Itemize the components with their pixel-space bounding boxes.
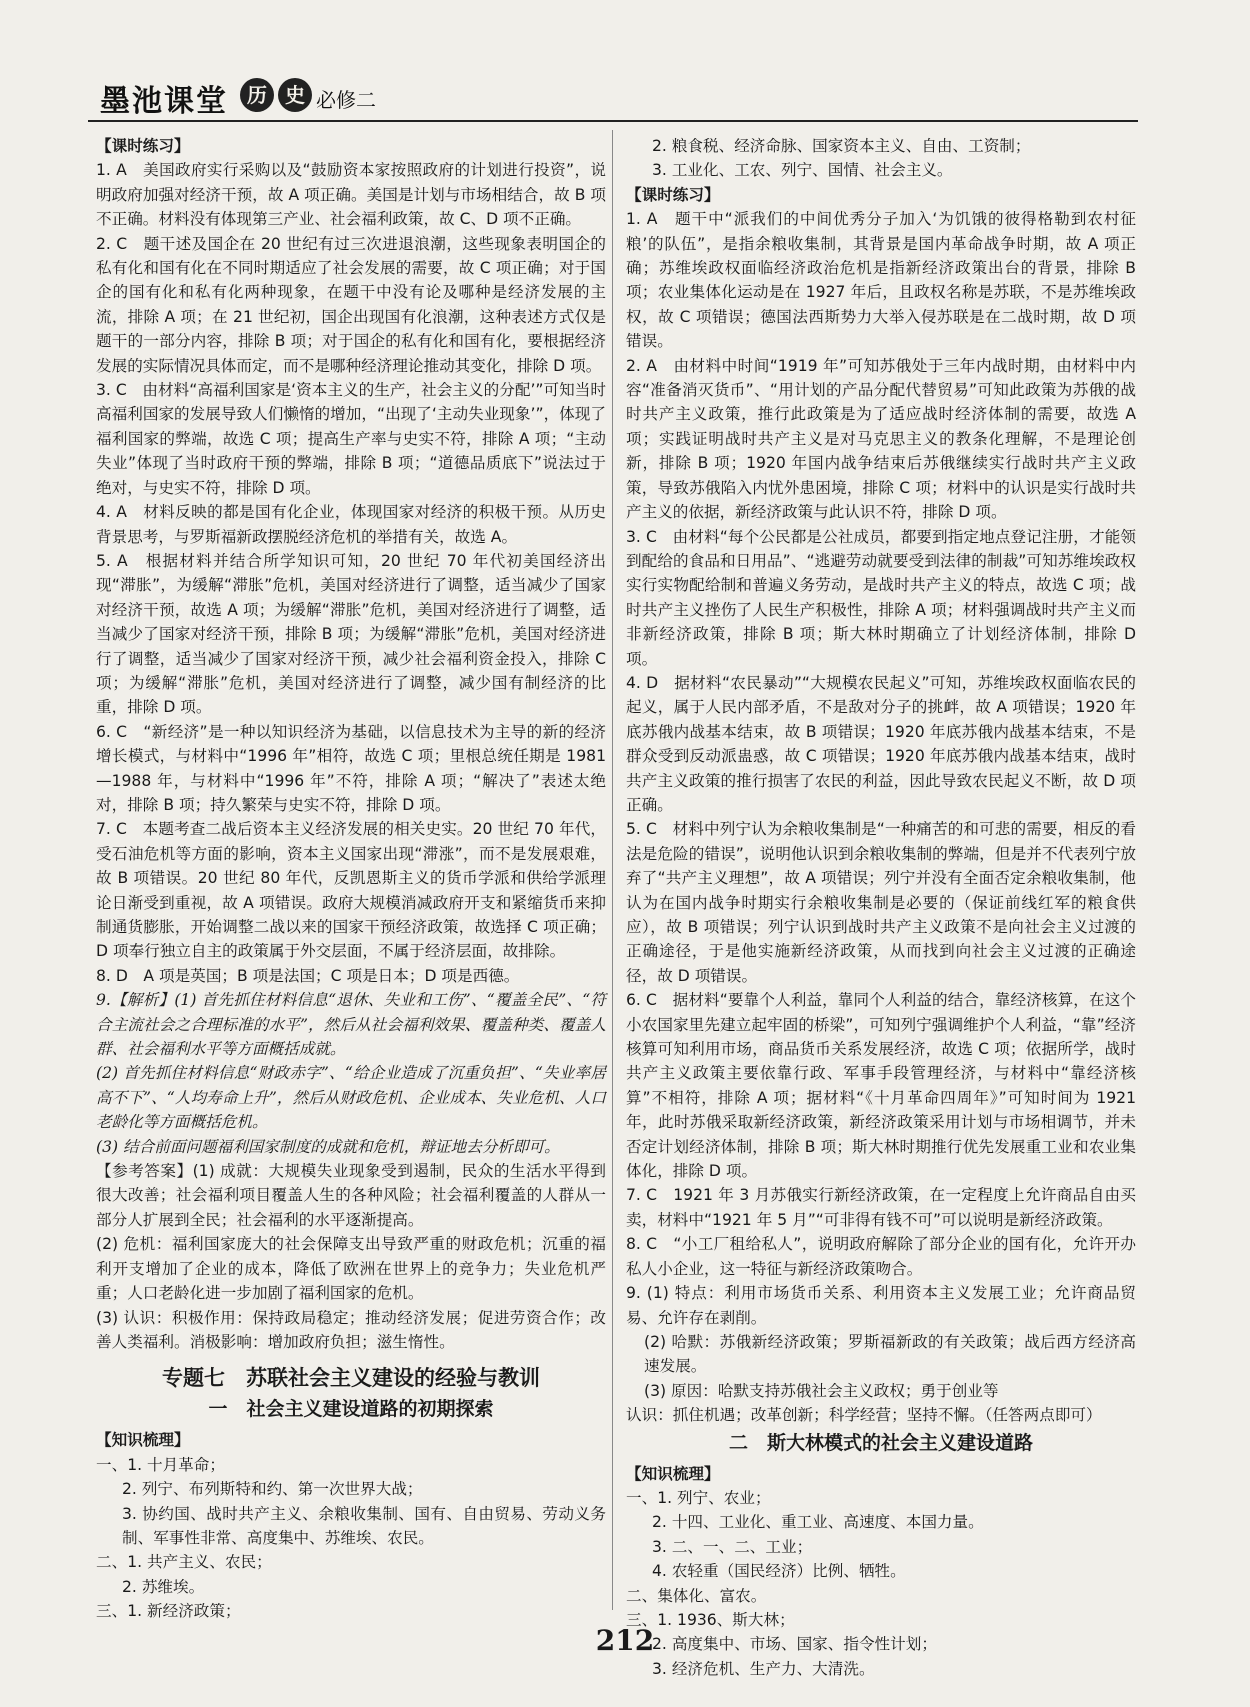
left-column-paragraph: 一 社会主义建设道路的初期探索 bbox=[208, 1398, 494, 1421]
right-column-paragraph: 9. (1) 特点：利用市场货币关系、利用资本主义发展工业；允许商品贸易、允许存在剥削。 bbox=[626, 1284, 1136, 1327]
left-column-paragraph: 3. 协约国、战时共产主义、余粮收集制、国有、自由贸易、劳动义务制、军事性非常、高度集中、苏维埃、农民。 bbox=[122, 1504, 606, 1547]
subject-badge-1: 历 bbox=[240, 78, 274, 112]
left-column-paragraph: (3) 认识：积极作用：保持政局稳定；推动经济发展；促进劳资合作；改善人类福利。消极影响：增加政府负担；滋生惰性。 bbox=[96, 1308, 606, 1351]
right-column-paragraph: (2) 哈默：苏俄新经济政策；罗斯福新政的有关政策；战后西方经济高速发展。 bbox=[644, 1332, 1136, 1376]
right-column-paragraph: 1. A 题干中“派我们的中间优秀分子加入‘为饥饿的彼得格勒到农村征粮’的队伍”，是指余粮收集制，其背景是国内革命战争时期，故 A 项正确；苏维埃政权面临经济政治危机是指新经济政策出台的背景，排除 B 项；农业集体化运动是在 1927 年后，且政权名称是苏联，不是苏维埃政权，故 C 项错误；德国法西斯势力大举入侵苏联是在二战时期，故 D 项错误。 bbox=[626, 210, 1136, 351]
right-column-paragraph: 【知识梳理】 bbox=[626, 1464, 720, 1483]
left-column-paragraph: 6. C “新经济”是一种以知识经济为基础，以信息技术为主导的新的经济增长模式，与材料中“1996 年”相符，故选 C 项；里根总统任期是 1981—1988 年，与材料中“1996 年”不符，排除 A 项；“解决了”表述太绝对，排除 B 项；持久繁荣与史实不符，排除 D 项。 bbox=[96, 722, 606, 814]
right-column-paragraph: 7. C 1921 年 3 月苏俄实行新经济政策，在一定程度上允许商品自由买卖，材料中“1921 年 5 月”“可非得有钱不可”可以说明是新经济政策。 bbox=[626, 1186, 1136, 1229]
left-column-paragraph: 2. 苏维埃。 bbox=[122, 1577, 205, 1596]
right-column-paragraph: 2. 高度集中、市场、国家、指令性计划； bbox=[652, 1635, 937, 1654]
right-column-paragraph: 3. 经济危机、生产力、大清洗。 bbox=[652, 1659, 875, 1678]
left-column-paragraph: (3) 结合前面问题福利国家制度的成就和危机，辩证地去分析即可。 bbox=[96, 1137, 560, 1156]
right-column-paragraph: 5. C 材料中列宁认为余粮收集制是“一种痛苦的和可悲的需要，相反的看法是危险的错误”，说明他认识到余粮收集制的弊端，但是并不代表列宁放弃了“共产主义理想”，故 A 项错误；列宁并没有全面否定余粮收集制，他认为在国内战争时期实行余粮收集制是必要的（保证前线红军的粮食供应），故 B 项错误；列宁认识到战时共产主义政策不是向社会主义过渡的正确途径，于是他实施新经济政策，从而找到向社会主义过渡的正确途径，故 D 项错误。 bbox=[626, 820, 1136, 985]
left-column-paragraph: 【知识梳理】 bbox=[96, 1431, 190, 1450]
left-column-paragraph: (2) 危机：福利国家庞大的社会保障支出导致严重的财政危机；沉重的福利开支增加了企业的成本，降低了欧洲在世界上的竞争力；失业危机严重；人口老龄化进一步加剧了福利国家的危机。 bbox=[96, 1235, 606, 1303]
course-label: 必修二 bbox=[316, 88, 376, 112]
left-column-paragraph: 5. A 根据材料并结合所学知识可知，20 世纪 70 年代初美国经济出现“滞胀”，为缓解“滞胀”危机，美国对经济进行了调整，适当减少了国家对经济干预，故选 A 项；为缓解“滞胀”危机，美国对经济进行了调整，适当减少了国家对经济干预，排除 B 项；为缓解“滞胀”危机，美国对经济进行了调整，适当减少了国家对经济干预，减少社会福利资金投入，排除 C 项；为缓解“滞胀”危机，美国对经济进行了调整，减少国有制经济的比重，排除 D 项。 bbox=[96, 551, 606, 717]
left-column-paragraph: 2. C 题干述及国企在 20 世纪有过三次进退浪潮，这些现象表明国企的私有化和国有化在不同时期适应了社会发展的需要，故 C 项正确；对于国企的国有化和私有化两种现象，在题干中没有论及哪种是经济发展的主流，排除 A 项；在 21 世纪初，国企出现国有化浪潮，这种表述方式仅是题干的一部分内容，排除 B 项；对于国企的私有化和国有化，要根据经济发展的实际情况具体而定，而不是哪种经济理论推动其变化，排除 D 项。 bbox=[96, 234, 606, 375]
left-column-paragraph: 2. 列宁、布列斯特和约、第一次世界大战； bbox=[122, 1480, 423, 1499]
right-column-paragraph: 三、1. 1936、斯大林； bbox=[626, 1610, 795, 1629]
right-column-paragraph: 2. A 由材料中时间“1919 年”可知苏俄处于三年内战时期，由材料中内容“准备消灭货币”、“用计划的产品分配代替贸易”可知此政策为苏俄的战时共产主义政策，推行此政策是为了适应战时经济体制的需要，故选 A 项；实践证明战时共产主义是对马克思主义的教条化理解，不是理论创新，排除 B 项；1920 年国内战争结束后苏俄继续实行战时共产主义政策，导致苏俄陷入内忧外患困境，排除 C 项；材料中的认识是实行战时共产主义的依据，新经济政策与此认识不符，排除 D 项。 bbox=[626, 356, 1136, 522]
right-column-paragraph: 二 斯大林模式的社会主义建设道路 bbox=[728, 1431, 1033, 1454]
right-column-paragraph: 【课时练习】 bbox=[626, 185, 720, 204]
left-column-paragraph: (2) 首先抓住材料信息“财政赤字”、“给企业造成了沉重负担”、“失业率居高不下”、“人均寿命上升”，然后从财政危机、企业成本、失业危机、人口老龄化等方面概括危机。 bbox=[96, 1064, 606, 1132]
right-column-paragraph: 2. 粮食税、经济命脉、国家资本主义、自由、工资制； bbox=[652, 137, 1031, 155]
left-column-paragraph: 8. D A 项是英国；B 项是法国；C 项是日本；D 项是西德。 bbox=[96, 966, 520, 985]
left-column-paragraph: 一、1. 十月革命； bbox=[96, 1455, 225, 1474]
right-column-paragraph: 认识：抓住机遇；改革创新；科学经营；坚持不懈。（任答两点即可） bbox=[626, 1406, 1102, 1425]
right-column-paragraph: 8. C “小工厂租给私人”，说明政府解除了部分企业的国有化，允许开办私人小企业，这一特征与新经济政策吻合。 bbox=[626, 1235, 1136, 1278]
left-column-paragraph: 4. A 材料反映的都是国有化企业，体现国家对经济的积极干预。从历史背景思考，与罗斯福新政摆脱经济危机的举措有关，故选 A。 bbox=[96, 503, 606, 546]
subject-badge-2: 史 bbox=[278, 78, 312, 112]
left-column-paragraph: 7. C 本题考查二战后资本主义经济发展的相关史实。20 世纪 70 年代，受石油危机等方面的影响，资本主义国家出现“滞涨”，而不是发展艰难，故 B 项错误。20 世纪 80 年代，反凯恩斯主义的货币学派和供给学派理论日渐受到重视，故 A 项错误。政府大规模消减政府开支和紧缩货币来抑制通货膨胀，开始调整二战以来的国家干预经济政策，故选择 C 项正确；D 项奉行独立自主的政策属于外交层面，不属于经济层面，故排除。 bbox=[96, 820, 606, 961]
page-header bbox=[88, 76, 1138, 120]
right-column-paragraph: (3) 原因：哈默支持苏俄社会主义政权；勇于创业等 bbox=[644, 1381, 999, 1400]
right-column bbox=[626, 134, 1136, 1681]
left-column-paragraph: 专题七 苏联社会主义建设的经验与教训 bbox=[162, 1366, 540, 1391]
left-column-paragraph: 3. C 由材料“高福利国家是‘资本主义的生产，社会主义的分配’”可知当时高福利国家的发展导致人们懒惰的增加，“出现了‘主动失业现象’”，体现了福利国家的弊端，故选 C 项；提高生产率与史实不符，排除 A 项；“主动失业”体现了当时政府干预的弊端，排除 B 项；“道德品质底下”说法过于绝对，与史实不符，排除 D 项。 bbox=[96, 381, 606, 497]
brand-title: 墨池课堂 bbox=[100, 84, 228, 119]
right-column-paragraph: 2. 十四、工业化、重工业、高速度、本国力量。 bbox=[652, 1513, 984, 1532]
left-column-paragraph: 【参考答案】(1) 成就：大规模失业现象受到遏制，民众的生活水平得到很大改善；社会福利项目覆盖人生的各种风险；社会福利覆盖的人群从一部分人扩展到全民；社会福利的水平逐渐提高。 bbox=[96, 1162, 606, 1229]
column-divider bbox=[612, 130, 613, 1610]
right-column-paragraph: 4. 农轻重（国民经济）比例、牺牲。 bbox=[652, 1562, 906, 1581]
page-number: 212 bbox=[595, 1624, 655, 1657]
left-column bbox=[96, 134, 606, 1624]
right-column-paragraph: 6. C 据材料“要靠个人利益，靠同个人利益的结合，靠经济核算，在这个小农国家里先建立起牢固的桥梁”，可知列宁强调维护个人利益，“靠”经济核算可知利用市场，商品货币关系发展经济，故选 C 项；依据所学，战时共产主义政策主要依靠行政、军事手段管理经济，与材料中“靠经济核算”不相符，排除 A 项；据材料“《十月革命四周年》”可知时间为 1921 年，此时苏俄采取新经济政策，新经济政策采用计划与市场相调节，并未否定计划经济体制，排除 B 项；斯大林时期推行优先发展重工业和农业集体化，排除 D 项。 bbox=[626, 991, 1136, 1181]
right-column-paragraph: 一、1. 列宁、农业； bbox=[626, 1488, 771, 1507]
right-column-paragraph: 4. D 据材料“农民暴动”“大规模农民起义”可知，苏维埃政权面临农民的起义，属于人民内部矛盾，不是敌对分子的挑衅，故 A 项错误；1920 年底苏俄内战基本结束，故 B 项错误；1920 年底苏俄内战基本结束，不是群众受到反动派蛊惑，故 C 项错误；1920 年底苏俄内战基本结束，战时共产主义政策的推行损害了农民的利益，因此导致农民起义不断，故 D 项正确。 bbox=[626, 673, 1136, 814]
left-column-paragraph: 三、1. 新经济政策； bbox=[96, 1602, 241, 1621]
header-rule bbox=[88, 120, 1138, 122]
left-column-paragraph: 二、1. 共产主义、农民； bbox=[96, 1553, 272, 1572]
left-column-paragraph: 9.【解析】(1) 首先抓住材料信息“退休、失业和工伤”、“覆盖全民”、“符合主流社会之合理标准的水平”，然后从社会福利效果、覆盖种类、覆盖人群、社会福利水平等方面概括成就。 bbox=[96, 991, 606, 1059]
right-column-paragraph: 3. C 由材料“每个公民都是公社成员，都要到指定地点登记注册，才能领到配给的食品和日用品”、“逃避劳动就要受到法律的制裁”可知苏维埃政权实行实物配给制和普遍义务劳动，是战时共产主义的特点，故选 C 项；战时共产主义挫伤了人民生产积极性，排除 A 项；材料强调战时共产主义而非新经济政策，排除 B 项；斯大林时期确立了计划经济体制，排除 D 项。 bbox=[626, 527, 1136, 668]
left-column-paragraph: 1. A 美国政府实行采购以及“鼓励资本家按照政府的计划进行投资”，说明政府加强对经济干预，故 A 项正确。美国是计划与市场相结合，故 B 项不正确。材料没有体现第三产业、社会福利政策，故 C、D 项不正确。 bbox=[96, 161, 606, 229]
left-column-paragraph: 【课时练习】 bbox=[96, 137, 190, 155]
right-column-paragraph: 二、集体化、富农。 bbox=[626, 1586, 767, 1605]
right-column-paragraph: 3. 工业化、工农、列宁、国情、社会主义。 bbox=[652, 161, 953, 180]
right-column-paragraph: 3. 二、一、二、工业； bbox=[652, 1537, 813, 1556]
